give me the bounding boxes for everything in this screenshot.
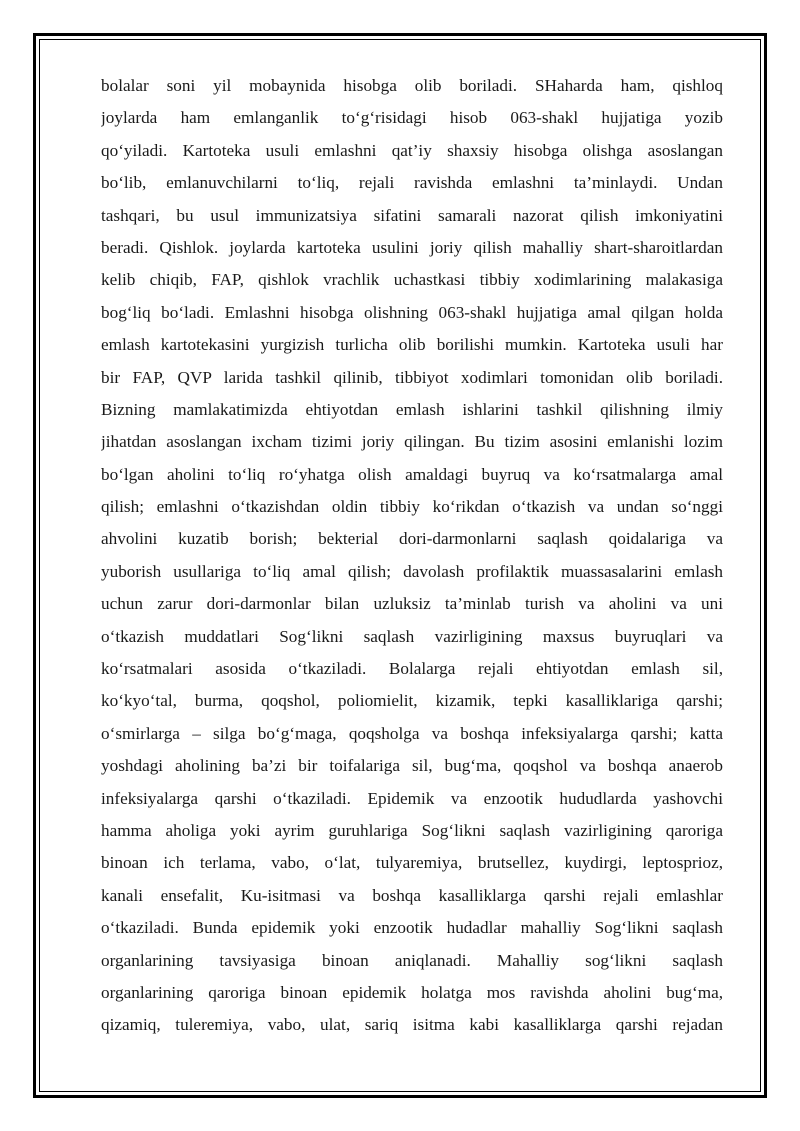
text-line: binoan ich terlama, vabo, o‘lat, tulyaremiya, brutsellez, kuydirgi, leptosprioz, [101, 853, 723, 873]
text-line: bo‘lgan aholini to‘liq ro‘yhatga olish amaldagi buyruq va ko‘rsatmalarga amal [101, 464, 723, 484]
text-line: yoshdagi aholining ba’zi bir toifalariga sil, bug‘ma, qoqshol va boshqa anaerob [101, 756, 723, 776]
text-line: kanali ensefalit, Ku-isitmasi va boshqa kasalliklarga qarshi rejali emlashlar [101, 885, 723, 905]
text-line: bir FAP, QVP larida tashkil qilinib, tibbiyot xodimlari tomonidan olib boriladi. [101, 367, 723, 387]
text-line: ko‘kyo‘tal, burma, qoqshol, poliomielit, kizamik, tepki kasalliklariga qarshi; [101, 691, 723, 711]
text-line: o‘smirlarga – silga bo‘g‘maga, qoqsholga va boshqa infeksiyalarga qarshi; katta [101, 723, 723, 743]
text-line: emlash kartotekasini yurgizish turlicha olib borilishi mumkin. Kartoteka usuli har [101, 335, 723, 355]
text-line: hamma aholiga yoki ayrim guruhlariga Sog‘likni saqlash vazirligining qaroriga [101, 820, 723, 840]
text-line: o‘tkaziladi. Bunda epidemik yoki enzootik hudadlar mahalliy Sog‘likni saqlash [101, 918, 723, 938]
text-line: jihatdan asoslangan ixcham tizimi joriy qilingan. Bu tizim asosini emlanishi lozim [101, 432, 723, 452]
text-line: bog‘liq bo‘ladi. Emlashni hisobga olishning 063-shakl hujjatiga amal qilgan holda [101, 302, 723, 322]
text-line: kelib chiqib, FAP, qishlok vrachlik uchastkasi tibbiy xodimlarining malakasiga [101, 270, 723, 290]
text-line: ko‘rsatmalari asosida o‘tkaziladi. Bolalarga rejali ehtiyotdan emlash sil, [101, 659, 723, 679]
text-line: qo‘yiladi. Kartoteka usuli emlashni qat’iy shaxsiy hisobga olishga asoslangan [101, 140, 723, 160]
text-line: bolalar soni yil mobaynida hisobga olib boriladi. SHaharda ham, qishloq [101, 76, 723, 95]
text-line: qizamiq, tuleremiya, vabo, ulat, sariq isitma kabi kasalliklarga qarshi rejadan [101, 1015, 723, 1035]
text-line: uchun zarur dori-darmonlar bilan uzluksiz ta’minlab turish va aholini va uni [101, 594, 723, 614]
text-line: organlarining qaroriga binoan epidemik holatga mos ravishda aholini bug‘ma, [101, 982, 723, 1002]
text-line: yuborish usullariga to‘liq amal qilish; davolash profilaktik muassasalarini emlash [101, 561, 723, 581]
text-line: organlarining tavsiyasiga binoan aniqlanadi. Mahalliy sog‘likni saqlash [101, 950, 723, 970]
text-line: Bizning mamlakatimizda ehtiyotdan emlash ishlarini tashkil qilishning ilmiy [101, 399, 723, 419]
text-line: infeksiyalarga qarshi o‘tkaziladi. Epidemik va enzootik hududlarda yashovchi [101, 788, 723, 808]
text-line: bo‘lib, emlanuvchilarni to‘liq, rejali ravishda emlashni ta’minlaydi. Undan [101, 173, 723, 193]
text-line: tashqari, bu usul immunizatsiya sifatini samarali nazorat qilish imkoniyatini [101, 205, 723, 225]
text-line: ahvolini kuzatib borish; bekterial dori-darmonlarni saqlash qoidalariga va [101, 529, 723, 549]
body-text [101, 70, 723, 1042]
text-line: qilish; emlashni o‘tkazishdan oldin tibbiy ko‘rikdan o‘tkazish va undan so‘nggi [101, 497, 723, 517]
text-line: beradi. Qishlok. joylarda kartoteka usulini joriy qilish mahalliy shart-sharoitlardan [101, 237, 723, 257]
text-line: o‘tkazish muddatlari Sog‘likni saqlash vazirligining maxsus buyruqlari va [101, 626, 723, 646]
text-line: joylarda ham emlanganlik to‘g‘risidagi hisob 063-shakl hujjatiga yozib [101, 108, 723, 128]
